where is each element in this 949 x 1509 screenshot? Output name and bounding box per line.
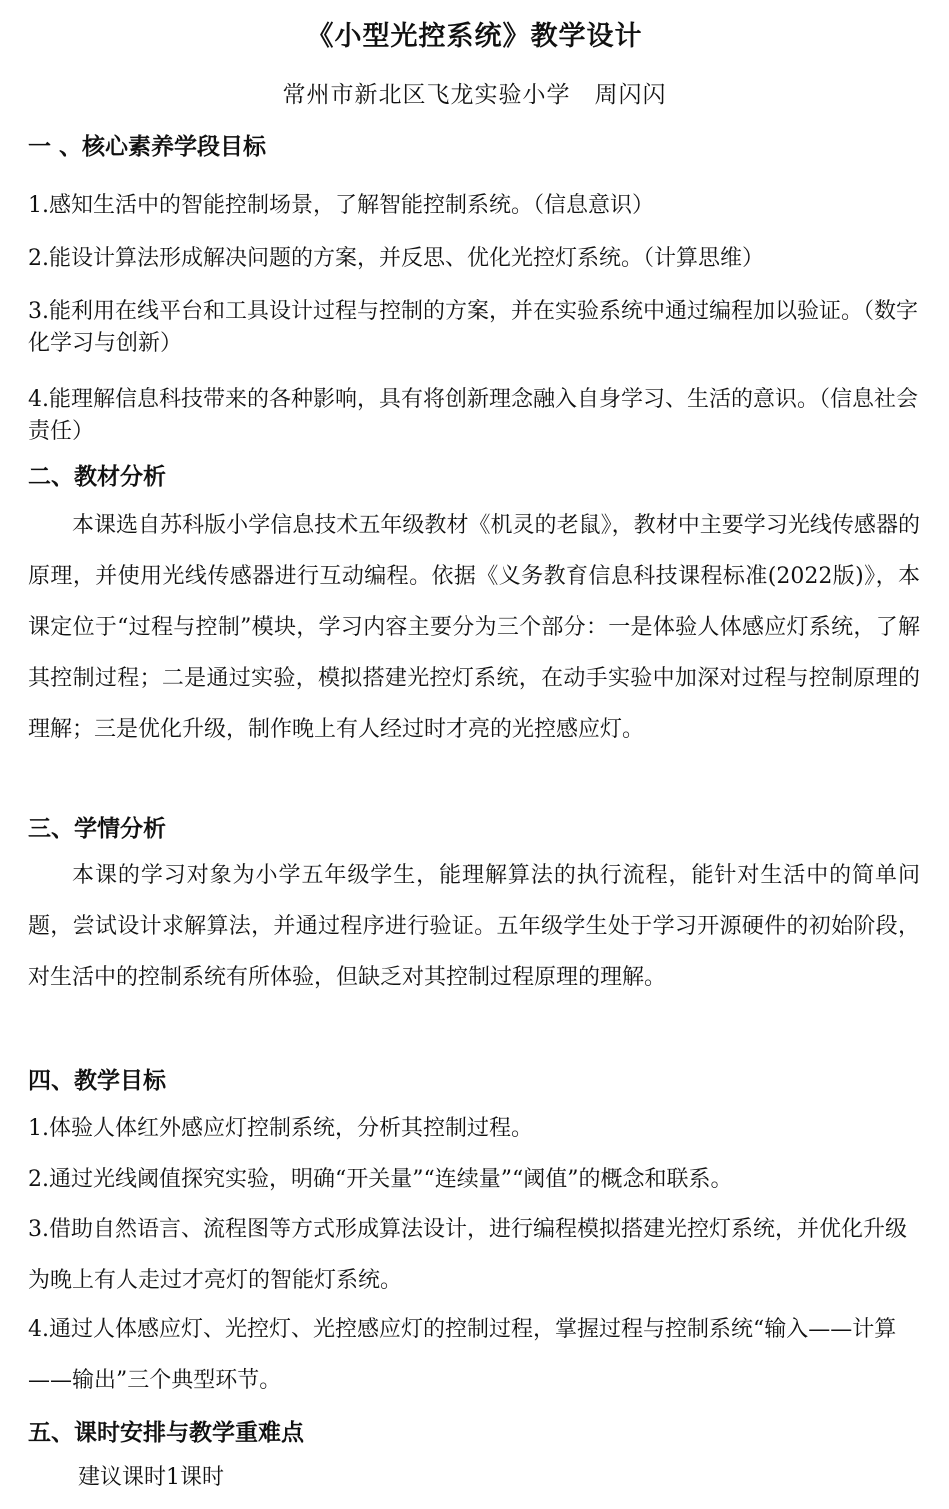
core-goal-item: 2.能设计算法形成解决问题的方案，并反思、优化光控灯系统。（计算思维）: [28, 246, 764, 271]
section-heading-schedule: 五、课时安排与教学重难点: [28, 1420, 304, 1446]
teaching-goal-item: 4.通过人体感应灯、光控灯、光控感应灯的控制过程，掌握过程与控制系统“输入——计算——输出”三个典型环节。: [28, 1317, 897, 1393]
document-title: 《小型光控系统》教学设计: [306, 21, 643, 52]
core-goal-item: 1.感知生活中的智能控制场景，了解智能控制系统。（信息意识）: [28, 193, 654, 218]
teaching-goal-item: 2.通过光线阈值探究实验，明确“开关量”“连续量”“阈值”的概念和联系。: [28, 1167, 733, 1192]
teaching-goal-item: 3.借助自然语言、流程图等方式形成算法设计，进行编程模拟搭建光控灯系统，并优化升级为晚上有人走过才亮灯的智能灯系统。: [28, 1217, 907, 1293]
section-heading-core-goals: 一 、核心素养学段目标: [28, 134, 267, 160]
textbook-analysis-paragraph: 本课选自苏科版小学信息技术五年级教材《机灵的老鼠》，教材中主要学习光线传感器的原理，并使用光线传感器进行互动编程。依据《义务教育信息科技课程标准(2022版)》，本课定位于“过程与控制”模块，学习内容主要分为三个部分：一是体验人体感应灯系统，了解其控制过程；二是通过实验，模拟搭建光控灯系统，在动手实验中加深对过程与控制原理的理解；三是优化升级，制作晚上有人经过时才亮的光控感应灯。: [28, 513, 920, 742]
section-heading-teaching-goals: 四、教学目标: [28, 1068, 166, 1094]
student-analysis-paragraph: 本课的学习对象为小学五年级学生，能理解算法的执行流程，能针对生活中的简单问题，尝试设计求解算法，并通过程序进行验证。五年级学生处于学习开源硬件的初始阶段，对生活中的控制系统有所体验，但缺乏对其控制过程原理的理解。: [28, 863, 920, 990]
core-goal-item: 3.能利用在线平台和工具设计过程与控制的方案，并在实验系统中通过编程加以验证。（数字化学习与创新）: [28, 299, 918, 356]
core-goal-item: 4.能理解信息科技带来的各种影响，具有将创新理念融入自身学习、生活的意识。（信息社会责任）: [28, 387, 918, 444]
author-line: 常州市新北区飞龙实验小学 周闪闪: [282, 82, 667, 108]
teaching-goal-item: 1.体验人体红外感应灯控制系统，分析其控制过程。: [28, 1116, 533, 1141]
schedule-text: 建议课时1课时: [78, 1465, 224, 1490]
section-heading-student-analysis: 三、学情分析: [28, 816, 166, 842]
section-heading-textbook-analysis: 二、教材分析: [28, 464, 166, 490]
